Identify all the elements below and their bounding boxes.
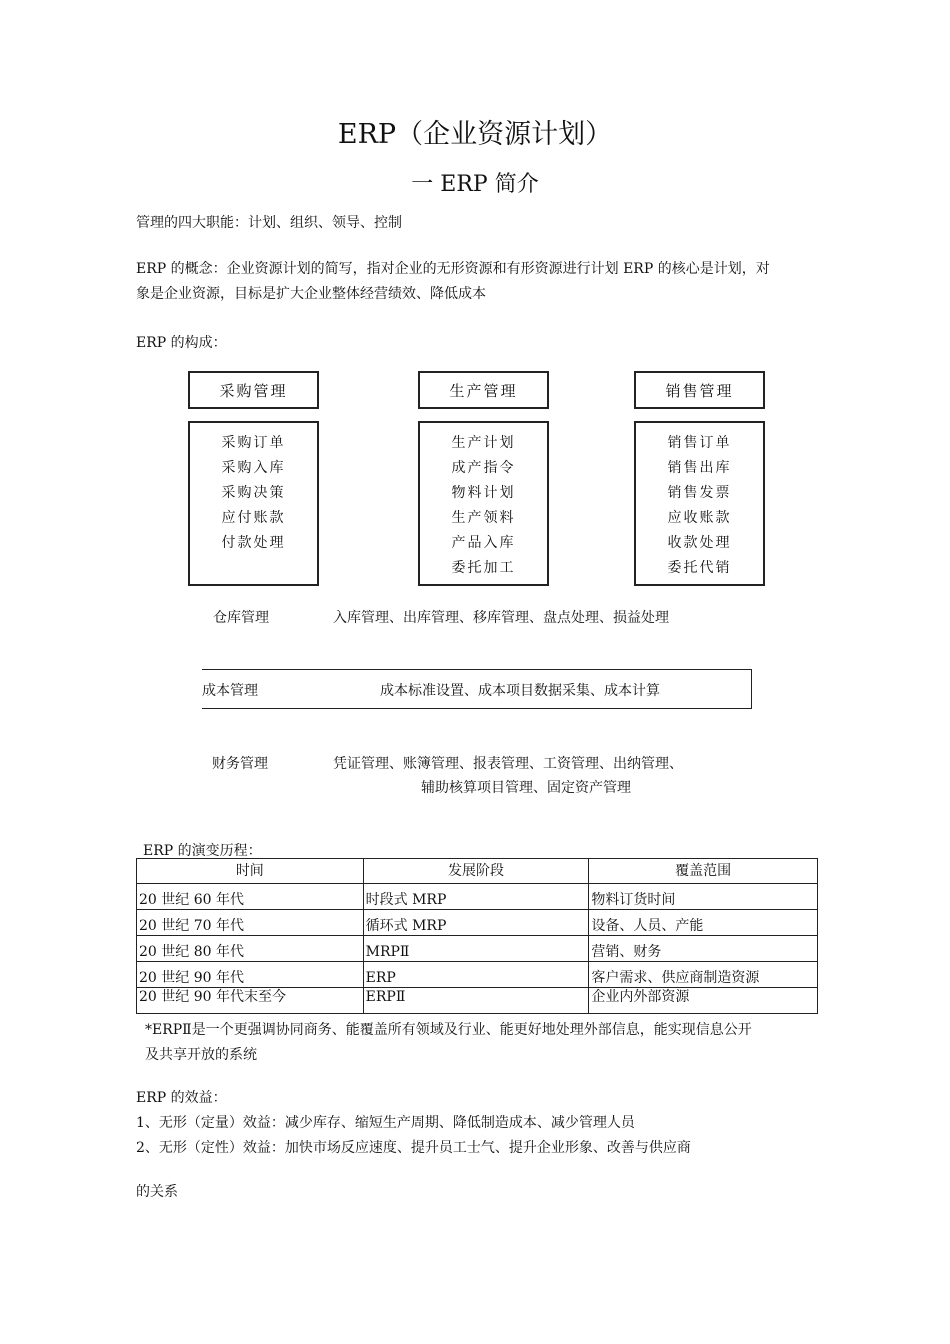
list-item: 生产领料 — [451, 510, 516, 526]
note-line-2: 及共享开放的系统 — [145, 1047, 257, 1063]
column-header: 时间 — [137, 859, 364, 884]
table-cell: 企业内外部资源 — [589, 988, 818, 1014]
table-cell: 设备、人员、产能 — [589, 910, 818, 936]
list-item: 付款处理 — [221, 535, 286, 551]
module-header-purchase: 采购管理 — [188, 371, 319, 409]
table-row — [137, 988, 818, 1014]
benefit-2: 2、无形（定性）效益：加快市场反应速度、提升员工士气、提升企业形象、改善与供应商 — [136, 1140, 691, 1156]
list-item: 应收账款 — [667, 510, 732, 526]
module-list-sales — [634, 421, 765, 586]
list-item: 物料计划 — [451, 485, 516, 501]
module-header-production: 生产管理 — [418, 371, 549, 409]
concept-line-2: 象是企业资源，目标是扩大企业整体经营绩效、降低成本 — [136, 286, 486, 302]
cost-desc: 成本标准设置、成本项目数据采集、成本计算 — [380, 683, 660, 699]
table-cell: 循环式 MRP — [363, 910, 589, 936]
column-header: 覆盖范围 — [589, 859, 818, 884]
list-item: 成产指令 — [451, 460, 516, 476]
list-item: 委托代销 — [667, 560, 732, 576]
list-item: 销售发票 — [667, 485, 732, 501]
list-item: 采购入库 — [221, 460, 286, 476]
page-title: ERP（企业资源计划） — [337, 119, 613, 150]
module-list-purchase — [188, 421, 319, 586]
list-item: 生产计划 — [451, 435, 516, 451]
note-line-1: *ERPⅡ是一个更强调协同商务、能覆盖所有领域及行业、能更好地处理外部信息，能实现信息公开 — [145, 1022, 752, 1038]
functions-text: 管理的四大职能：计划、组织、领导、控制 — [136, 215, 402, 231]
table-cell: 20 世纪 70 年代 — [137, 910, 364, 936]
table-header-row — [137, 859, 818, 884]
warehouse-label: 仓库管理 — [213, 610, 269, 626]
table-cell: 20 世纪 90 年代末至今 — [137, 988, 364, 1014]
evolution-label: ERP 的演变历程： — [143, 843, 262, 859]
concept-line-1: ERP 的概念：企业资源计划的简写，指对企业的无形资源和有形资源进行计划 ERP 的核心是计划，对 — [136, 261, 770, 277]
table-row — [137, 962, 818, 988]
table-cell: 20 世纪 80 年代 — [137, 936, 364, 962]
warehouse-desc: 入库管理、出库管理、移库管理、盘点处理、损益处理 — [333, 610, 669, 626]
benefit-2-cont: 的关系 — [136, 1184, 178, 1200]
module-list-production — [418, 421, 549, 586]
finance-desc-1: 凭证管理、账簿管理、报表管理、工资管理、出纳管理、 — [333, 756, 683, 772]
section-heading: 一 ERP 简介 — [411, 172, 539, 197]
finance-label: 财务管理 — [212, 756, 268, 772]
list-item: 销售订单 — [667, 435, 732, 451]
table-cell: 20 世纪 60 年代 — [137, 884, 364, 910]
table-cell: 时段式 MRP — [363, 884, 589, 910]
cost-label: 成本管理 — [202, 683, 258, 699]
list-item: 销售出库 — [667, 460, 732, 476]
table-cell: 物料订货时间 — [589, 884, 818, 910]
module-header-sales: 销售管理 — [634, 371, 765, 409]
column-header: 发展阶段 — [363, 859, 589, 884]
benefit-1: 1、无形（定量）效益：减少库存、缩短生产周期、降低制造成本、减少管理人员 — [136, 1115, 635, 1131]
table-cell: 20 世纪 90 年代 — [137, 962, 364, 988]
table-row — [137, 884, 818, 910]
evolution-table — [136, 858, 818, 1014]
table-cell: ERP — [363, 962, 589, 988]
list-item: 委托加工 — [451, 560, 516, 576]
finance-desc-2: 辅助核算项目管理、固定资产管理 — [421, 780, 631, 796]
table-cell: 客户需求、供应商制造资源 — [589, 962, 818, 988]
list-item: 采购决策 — [221, 485, 286, 501]
table-cell: MRPⅡ — [363, 936, 589, 962]
table-row — [137, 910, 818, 936]
composition-label: ERP 的构成： — [136, 335, 227, 351]
list-item: 应付账款 — [221, 510, 286, 526]
benefit-label: ERP 的效益： — [136, 1090, 227, 1106]
list-item: 产品入库 — [451, 535, 516, 551]
table-row — [137, 936, 818, 962]
list-item: 采购订单 — [221, 435, 286, 451]
list-item: 收款处理 — [667, 535, 732, 551]
table-cell: 营销、财务 — [589, 936, 818, 962]
table-cell: ERPⅡ — [363, 988, 589, 1014]
